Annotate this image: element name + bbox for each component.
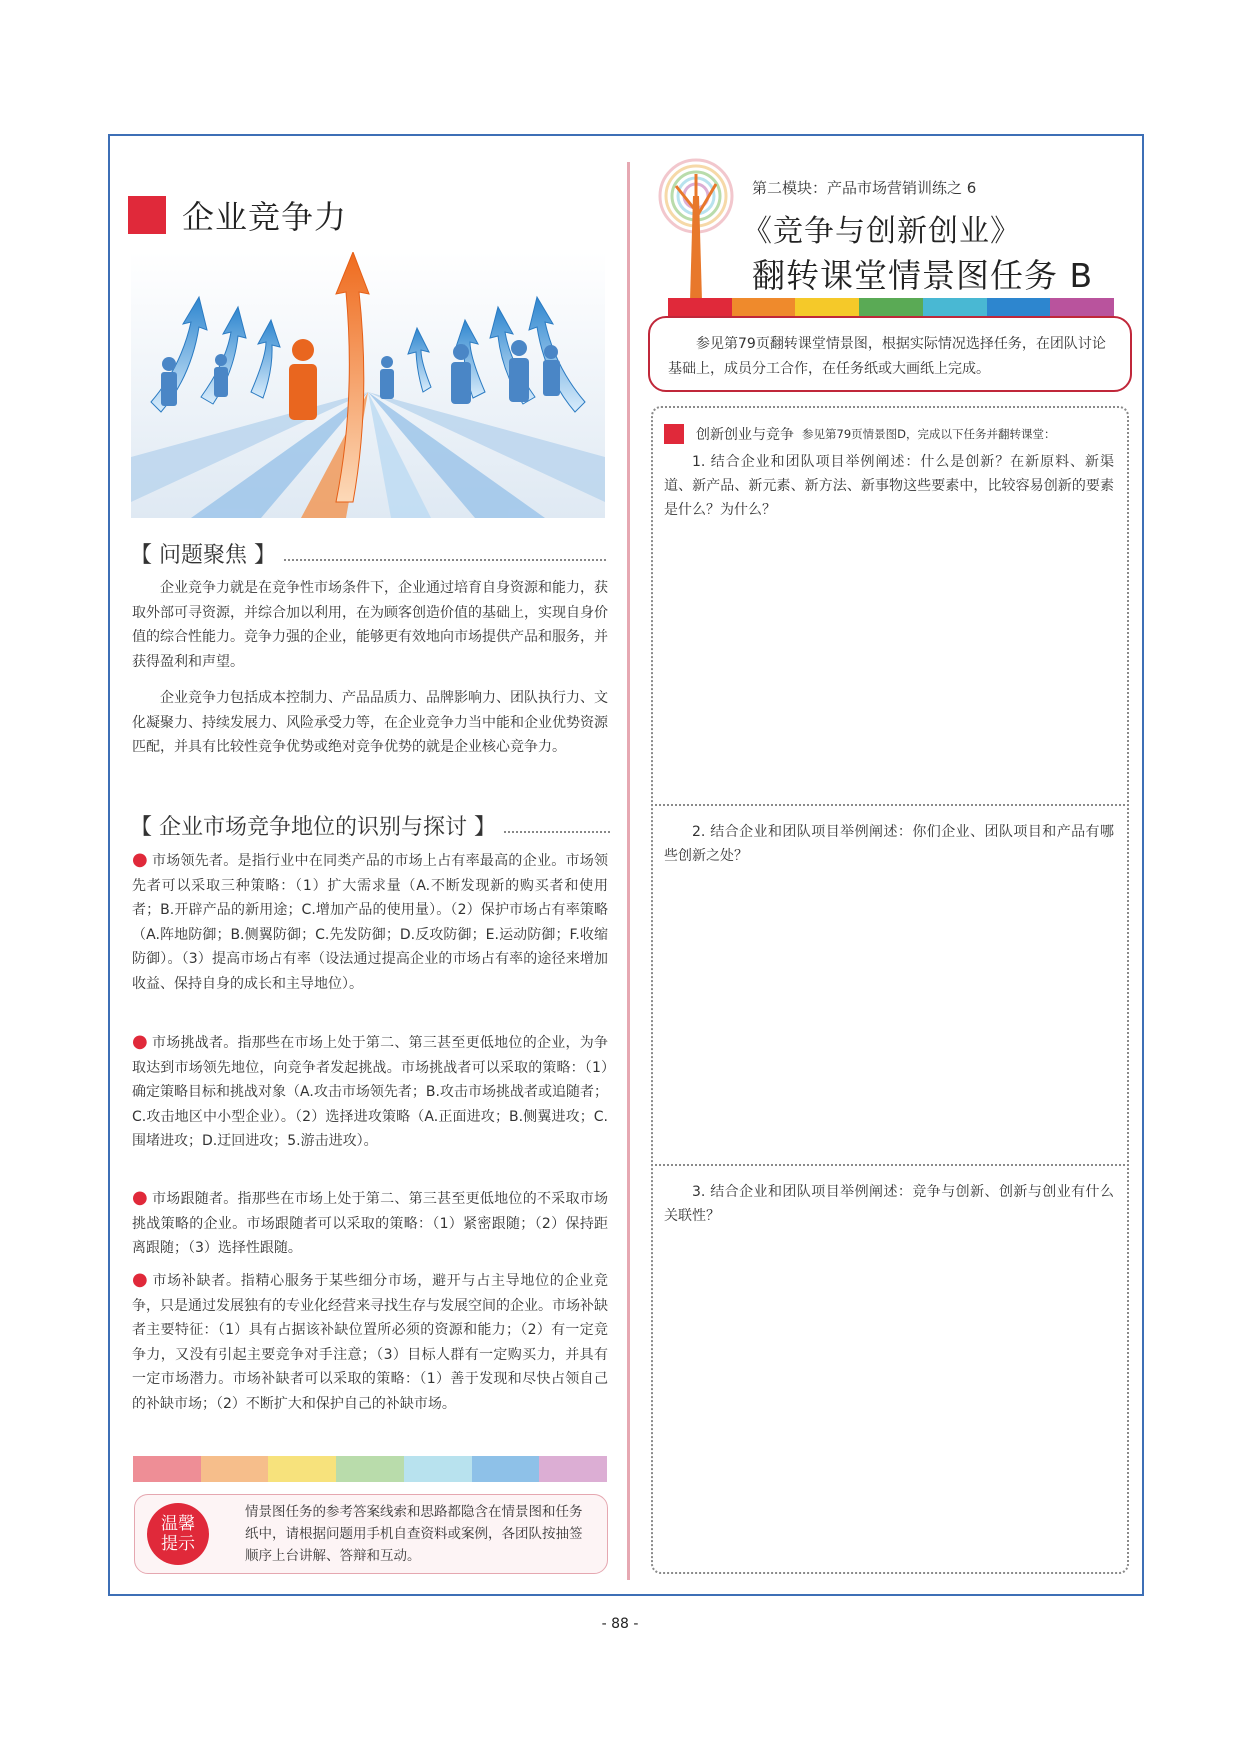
module-line: 第二模块：产品市场营销训练之 6 bbox=[752, 179, 977, 197]
task-separator bbox=[651, 804, 1129, 806]
page-number: - 88 - bbox=[601, 1616, 639, 1632]
tip-text: 情景图任务的参考答案线索和思路都隐含在情景图和任务纸中，请根据问题用手机自查资料或案例，各团队按抽签顺序上台讲解、答辩和互动。 bbox=[245, 1504, 583, 1564]
focus-paragraph-2: 企业竞争力包括成本控制力、产品品质力、品牌影响力、团队执行力、文化凝聚力、持续发展力、风险承受力等，在企业竞争力当中能和企业优势资源匹配，并具有比较性竞争优势或绝对竞争优势的就是企业核心竞争力。 bbox=[132, 690, 608, 755]
task-heading bbox=[664, 424, 1056, 444]
instruction-box bbox=[648, 316, 1132, 392]
bullet-leader bbox=[132, 848, 608, 996]
task-subtitle: 参见第79页情景图D，完成以下任务并翻转课堂： bbox=[802, 427, 1056, 441]
dotted-leader bbox=[504, 819, 610, 833]
task-label: 创新创业与竞争 bbox=[696, 427, 794, 443]
dotted-leader bbox=[284, 547, 606, 561]
task-title: 翻转课堂情景图任务 B bbox=[752, 256, 1094, 295]
tip-box bbox=[134, 1494, 608, 1574]
pastel-color-bar bbox=[133, 1456, 607, 1482]
column-divider bbox=[627, 162, 630, 1580]
instruction-text: 参见第79页翻转课堂情景图，根据实际情况选择任务，在团队讨论基础上，成员分工合作，在任务纸或大画纸上完成。 bbox=[668, 336, 1106, 377]
tip-badge-line1: 温馨 bbox=[161, 1514, 195, 1534]
tree-logo-icon bbox=[656, 156, 738, 301]
bullet-dot-icon: ● bbox=[132, 1187, 148, 1208]
bullet-dot-icon: ● bbox=[132, 849, 148, 870]
question-2: 2. 结合企业和团队项目举例阐述：你们企业、团队项目和产品有哪些创新之处？ bbox=[664, 824, 1114, 864]
bullet-text: 市场领先者。是指行业中在同类产品的市场上占有率最高的企业。市场领先者可以采取三种策略：（1）扩大需求量（A.不断发现新的购买者和使用者；B.开辟产品的新用途；C.增加产品的使用量）。（2）保护市场占有率策略（A.阵地防御；B.侧翼防御；C.先发防御；D.反攻防御；E.运动防御；F.收缩防御）。（3）提高市场占有率（设法通过提高企业的市场占有率的途径来增加收益、保持自身的成长和主导地位）。 bbox=[132, 853, 608, 992]
bullet-text: 市场挑战者。指那些在市场上处于第二、第三甚至更低地位的企业，为争取达到市场领先地位，向竞争者发起挑战。市场挑战者可以采取的策略：（1）确定策略目标和挑战对象（A.攻击市场领先者；B.攻击市场挑战者或追随者；C.攻击地区中小型企业）。（2）选择进攻策略（A.正面进攻；B.侧翼进攻；C.围堵进攻；D.迂回进攻；5.游击进攻）。 bbox=[132, 1035, 608, 1149]
question-3: 3. 结合企业和团队项目举例阐述：竞争与创新、创新与创业有什么关联性？ bbox=[664, 1184, 1114, 1224]
title-red-square bbox=[128, 196, 166, 234]
section-heading-text: 【 问题聚焦 】 bbox=[130, 543, 276, 568]
tip-badge-line2: 提示 bbox=[161, 1534, 195, 1554]
bullet-dot-icon: ● bbox=[132, 1269, 149, 1290]
focus-paragraph-1: 企业竞争力就是在竞争性市场条件下，企业通过培育自身资源和能力，获取外部可寻资源，并综合加以利用，在为顾客创造价值的基础上，实现自身价值的综合性能力。竞争力强的企业，能够更有效地向市场提供产品和服务，并获得盈利和声望。 bbox=[132, 580, 608, 670]
page-title: 企业竞争力 bbox=[182, 198, 348, 236]
bullet-follower bbox=[132, 1186, 608, 1261]
bullet-text: 市场补缺者。指精心服务于某些细分市场，避开与占主导地位的企业竞争，只是通过发展独有的专业化经营来寻找生存与发展空间的企业。市场补缺者主要特征：（1）具有占据该补缺位置所必须的资源和能力；（2）有一定竞争力，又没有引起主要竞争对手注意；（3）目标人群有一定购买力，并具有一定市场潜力。市场补缺者可以采取的策略：（1）善于发现和尽快占领自己的补缺市场；（2）不断扩大和保护自己的补缺市场。 bbox=[132, 1273, 608, 1412]
bullet-challenger bbox=[132, 1030, 608, 1154]
book-title: 《竞争与创新创业》 bbox=[742, 214, 1021, 249]
bullet-nicher bbox=[132, 1268, 608, 1416]
question-1: 1. 结合企业和团队项目举例阐述：什么是创新？在新原料、新渠道、新产品、新元素、新方法、新事物这些要素中，比较容易创新的要素是什么？为什么？ bbox=[664, 454, 1114, 518]
section-heading-focus bbox=[130, 538, 606, 569]
tip-badge bbox=[147, 1503, 209, 1565]
bullet-text: 市场跟随者。指那些在市场上处于第二、第三甚至更低地位的不采取市场挑战策略的企业。市场跟随者可以采取的策略：（1）紧密跟随；（2）保持距离跟随；（3）选择性跟随。 bbox=[132, 1191, 608, 1256]
task-separator bbox=[651, 1164, 1129, 1166]
arrows-illustration bbox=[131, 252, 605, 518]
task-sheet bbox=[651, 406, 1129, 1574]
section-heading-position bbox=[130, 810, 610, 841]
hero-image bbox=[131, 252, 605, 518]
section-heading-text: 【 企业市场竞争地位的识别与探讨 】 bbox=[130, 815, 496, 840]
red-square-icon bbox=[664, 424, 684, 444]
bullet-dot-icon: ● bbox=[132, 1031, 148, 1052]
